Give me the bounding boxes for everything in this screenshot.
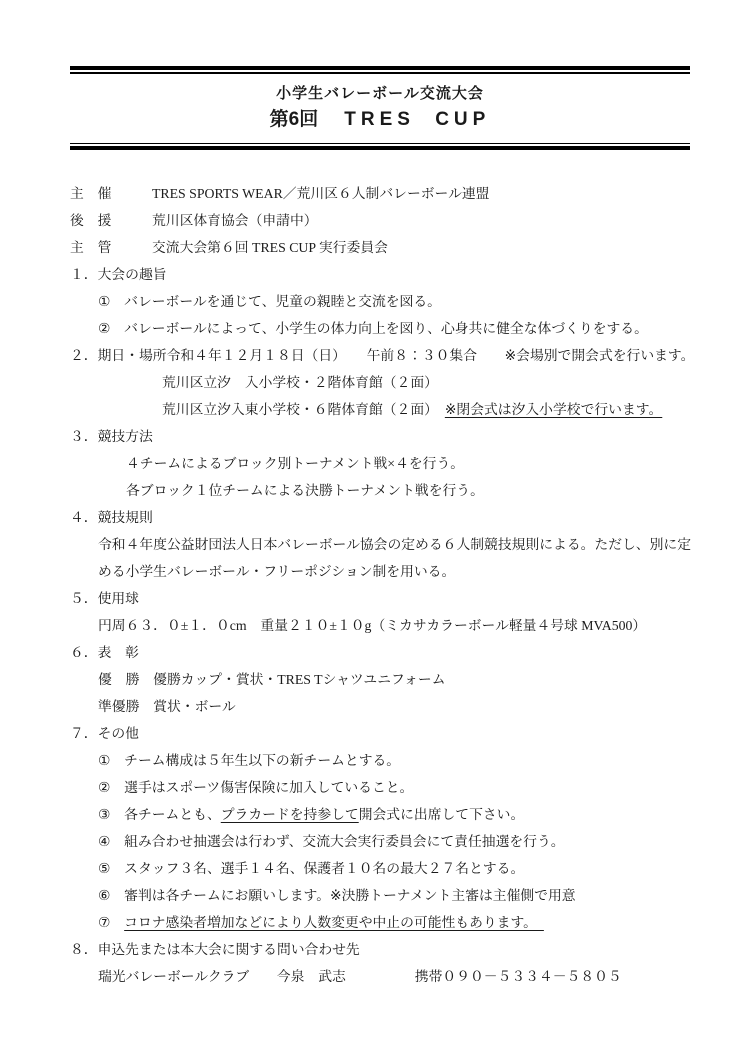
text-run: １．大会の趣旨 xyxy=(70,267,167,282)
text-run: 荒川区立汐 入小学校・２階体育館（２面） xyxy=(162,375,438,390)
document-line xyxy=(70,585,690,612)
document-line xyxy=(98,855,690,882)
text-run: 開会式に出席して下さい。 xyxy=(358,807,525,822)
text-run: ７．その他 xyxy=(70,726,139,741)
text-run: ３．競技方法 xyxy=(70,429,153,444)
text-run: プラカードを持参して xyxy=(220,807,359,822)
document-body xyxy=(70,180,695,990)
document-line xyxy=(98,882,690,909)
text-run: ① チーム構成は５年生以下の新チームとする。 xyxy=(98,753,401,768)
header-rule-top xyxy=(70,66,690,74)
text-run: TRES SPORTS WEAR／荒川区６人制バレーボール連盟 xyxy=(152,186,490,201)
document-line xyxy=(70,207,690,234)
document-line xyxy=(98,612,690,639)
text-run: コロナ感染者増加などにより人数変更や中止の可能性もあります。 xyxy=(124,915,544,930)
document-line xyxy=(98,909,690,936)
text-run: ② 選手はスポーツ傷害保険に加入していること。 xyxy=(98,780,414,795)
document-line xyxy=(70,423,690,450)
document-line xyxy=(98,558,690,585)
document-line xyxy=(98,666,690,693)
document-line xyxy=(98,747,690,774)
text-run: ② バレーボールによって、小学生の体力向上を図り、心身共に健全な体づくりをする。 xyxy=(98,321,648,336)
document-line xyxy=(70,936,690,963)
document-line xyxy=(98,288,690,315)
text-run: ４チームによるブロック別トーナメント戦×４を行う。 xyxy=(126,456,465,471)
text-run: 荒川区立汐入東小学校・６階体育館（２面） xyxy=(162,402,445,417)
text-run: 交流大会第６回 TRES CUP 実行委員会 xyxy=(152,240,388,255)
document-line xyxy=(70,261,690,288)
document-line xyxy=(162,369,690,396)
text-run: 瑞光バレーボールクラブ 今泉 武志 携帯０９０－５３３４－５８０５ xyxy=(98,969,622,984)
text-run: 各ブロック１位チームによる決勝トーナメント戦を行う。 xyxy=(126,483,484,498)
text-run: 優 勝 優勝カップ・賞状・TRES Tシャツユニフォーム xyxy=(98,672,446,687)
text-run: ③ 各チームとも、 xyxy=(98,807,221,822)
text-run: ⑥ 審判は各チームにお願いします。※決勝トーナメント主審は主催側で用意 xyxy=(98,888,576,903)
text-run: 令和４年１２月１８日（日） 午前８：３０集合 ※会場別で開会式を行います。 xyxy=(166,348,695,363)
document-line xyxy=(98,828,690,855)
document-line xyxy=(70,234,690,261)
line-label: 主 管 xyxy=(70,240,112,255)
text-run: ５．使用球 xyxy=(70,591,139,606)
text-run: ８．申込先または本大会に関する問い合わせ先 xyxy=(70,942,360,957)
text-run: ６．表 彰 xyxy=(70,645,139,660)
document-line xyxy=(98,963,690,990)
document-line xyxy=(98,801,690,828)
line-label: ２．期日・場所 xyxy=(70,348,167,363)
text-run: ４．競技規則 xyxy=(70,510,153,525)
document-line xyxy=(70,504,690,531)
document-line xyxy=(70,639,690,666)
document-line xyxy=(98,315,690,342)
text-run: 荒川区体育協会（申請中） xyxy=(152,213,318,228)
document-title xyxy=(70,105,690,135)
title-main: TRES CUP xyxy=(344,109,491,130)
text-run: ⑤ スタッフ３名、選手１４名、保護者１０名の最大２７名とする。 xyxy=(98,861,525,876)
text-run: ⑦ xyxy=(98,915,125,930)
document-line xyxy=(126,477,690,504)
line-label: 後 援 xyxy=(70,213,112,228)
text-run: ※閉会式は汐入小学校で行います。 xyxy=(444,402,663,417)
text-run: 準優勝 賞状・ボール xyxy=(98,699,236,714)
title-prefix: 第6回 xyxy=(269,109,319,130)
header-rule-bottom xyxy=(70,143,690,150)
text-run: ① バレーボールを通じて、児童の親睦と交流を図る。 xyxy=(98,294,441,309)
document-line xyxy=(98,693,690,720)
text-run: 円周６３．０±１．０cm 重量２１０±１０g（ミカサカラーボール軽量４号球 MVA500） xyxy=(98,618,647,633)
document-line xyxy=(126,450,690,477)
document-line xyxy=(98,774,690,801)
text-run: める小学生バレーボール・フリーポジション制を用いる。 xyxy=(98,564,456,579)
document-line xyxy=(70,720,690,747)
document-line xyxy=(98,531,690,558)
document-line xyxy=(70,180,690,207)
text-run: 令和４年度公益財団法人日本バレーボール協会の定める６人制競技規則による。ただし、別に定 xyxy=(98,537,691,552)
document-line xyxy=(162,396,690,423)
document-header xyxy=(70,74,690,143)
document-subtitle: 小学生バレーボール交流大会 xyxy=(276,85,484,102)
text-run: ④ 組み合わせ抽選会は行わず、交流大会実行委員会にて責任抽選を行う。 xyxy=(98,834,565,849)
document-line xyxy=(70,342,695,369)
line-label: 主 催 xyxy=(70,186,112,201)
